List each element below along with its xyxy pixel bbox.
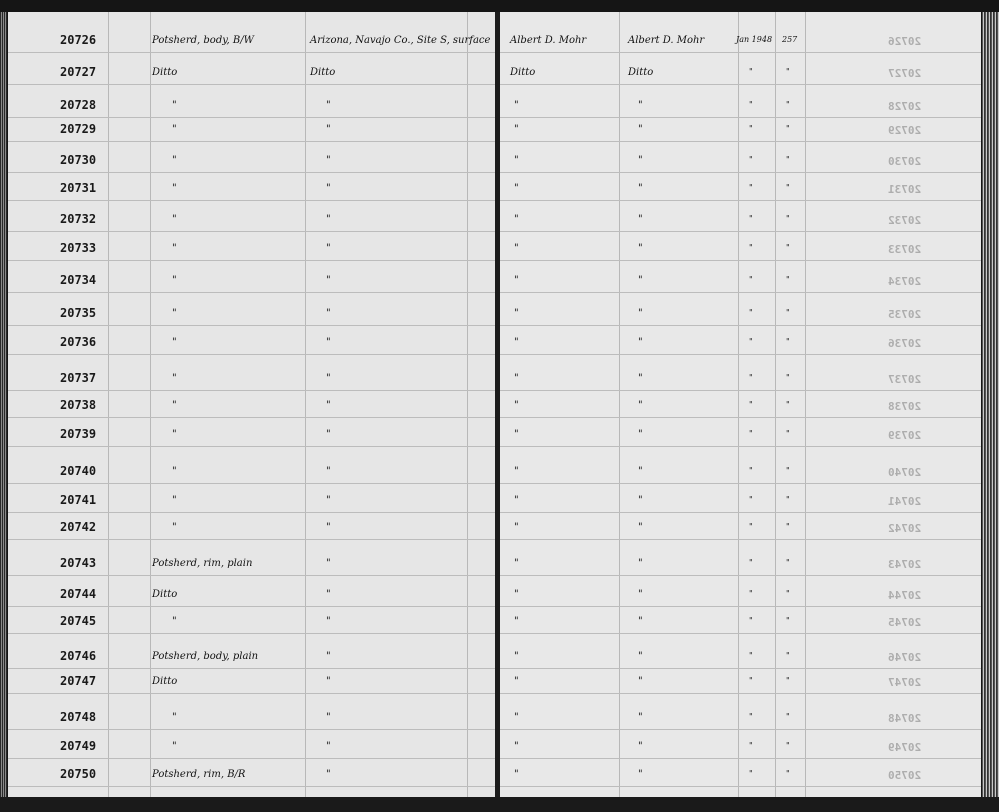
donor: " bbox=[638, 124, 643, 135]
bleed-through-number: 20742 bbox=[888, 522, 922, 535]
object-description: " bbox=[172, 712, 177, 723]
bleed-through-number: 20747 bbox=[888, 676, 922, 689]
bleed-through-number: 20746 bbox=[888, 651, 922, 664]
row-rule bbox=[500, 260, 981, 261]
catalog-number: 20741 bbox=[60, 493, 97, 507]
locality: " bbox=[326, 495, 331, 506]
donor: " bbox=[638, 183, 643, 194]
entry-date: " bbox=[749, 589, 753, 598]
catalog-number: 20737 bbox=[60, 371, 97, 385]
entry-date: " bbox=[749, 214, 753, 223]
row-rule bbox=[8, 200, 496, 201]
accession-number: " bbox=[786, 214, 790, 223]
donor: " bbox=[638, 243, 643, 254]
column-rule bbox=[775, 12, 776, 799]
catalog-number: 20726 bbox=[60, 33, 97, 47]
bleed-through-number: 20744 bbox=[888, 589, 922, 602]
object-description: " bbox=[172, 337, 177, 348]
donor: " bbox=[638, 275, 643, 286]
donor: " bbox=[638, 429, 643, 440]
catalog-number: 20748 bbox=[60, 710, 97, 724]
catalog-number: 20728 bbox=[60, 98, 97, 112]
accession-number: " bbox=[786, 100, 790, 109]
entry-date: " bbox=[749, 558, 753, 567]
entry-date: " bbox=[749, 67, 753, 76]
accession-number: " bbox=[786, 67, 790, 76]
locality: " bbox=[326, 275, 331, 286]
donor: " bbox=[638, 466, 643, 477]
accession-number: " bbox=[786, 275, 790, 284]
object-description: " bbox=[172, 275, 177, 286]
accession-number: " bbox=[786, 429, 790, 438]
bleed-through-number: 20729 bbox=[888, 124, 922, 137]
object-description: " bbox=[172, 155, 177, 166]
entry-date: " bbox=[749, 373, 753, 382]
row-rule bbox=[8, 786, 496, 787]
row-rule bbox=[500, 200, 981, 201]
entry-date: " bbox=[749, 275, 753, 284]
donor: " bbox=[638, 308, 643, 319]
object-description: " bbox=[172, 466, 177, 477]
left-page-edge bbox=[0, 12, 7, 804]
row-rule bbox=[8, 575, 496, 576]
object-description: " bbox=[172, 429, 177, 440]
left-ledger-page bbox=[8, 12, 497, 799]
locality: " bbox=[326, 589, 331, 600]
collector: " bbox=[514, 155, 519, 166]
donor: " bbox=[638, 741, 643, 752]
object-description: " bbox=[172, 373, 177, 384]
locality: " bbox=[326, 400, 331, 411]
accession-number: " bbox=[786, 373, 790, 382]
object-description: Potsherd, rim, plain bbox=[152, 558, 253, 569]
locality: Ditto bbox=[310, 67, 336, 78]
accession-number: " bbox=[786, 616, 790, 625]
locality: Arizona, Navajo Co., Site S, surface bbox=[310, 35, 491, 46]
collector: " bbox=[514, 522, 519, 533]
entry-date: " bbox=[749, 769, 753, 778]
collector: " bbox=[514, 741, 519, 752]
bleed-through-number: 20737 bbox=[888, 373, 922, 386]
object-description: " bbox=[172, 495, 177, 506]
object-description: " bbox=[172, 616, 177, 627]
entry-date: " bbox=[749, 400, 753, 409]
bleed-through-number: 20735 bbox=[888, 308, 922, 321]
object-description: Potsherd, body, B/W bbox=[152, 35, 254, 46]
row-rule bbox=[8, 539, 496, 540]
entry-date: " bbox=[749, 712, 753, 721]
locality: " bbox=[326, 124, 331, 135]
catalog-number: 20745 bbox=[60, 614, 97, 628]
column-rule bbox=[305, 12, 306, 799]
entry-date: " bbox=[749, 429, 753, 438]
collector: " bbox=[514, 589, 519, 600]
row-rule bbox=[500, 172, 981, 173]
locality: " bbox=[326, 466, 331, 477]
collector: " bbox=[514, 495, 519, 506]
accession-number: " bbox=[786, 155, 790, 164]
entry-date: " bbox=[749, 124, 753, 133]
locality: " bbox=[326, 616, 331, 627]
column-rule bbox=[738, 12, 739, 799]
row-rule bbox=[8, 446, 496, 447]
donor: " bbox=[638, 100, 643, 111]
row-rule bbox=[500, 512, 981, 513]
bleed-through-number: 20730 bbox=[888, 155, 922, 168]
collector: " bbox=[514, 275, 519, 286]
accession-number: " bbox=[786, 522, 790, 531]
accession-number: " bbox=[786, 124, 790, 133]
locality: " bbox=[326, 337, 331, 348]
locality: " bbox=[326, 712, 331, 723]
row-rule bbox=[500, 231, 981, 232]
locality: " bbox=[326, 651, 331, 662]
bleed-through-number: 20728 bbox=[888, 100, 922, 113]
catalog-number: 20747 bbox=[60, 674, 97, 688]
bleed-through-number: 20748 bbox=[888, 712, 922, 725]
row-rule bbox=[500, 446, 981, 447]
object-description: " bbox=[172, 243, 177, 254]
row-rule bbox=[500, 575, 981, 576]
row-rule bbox=[8, 354, 496, 355]
catalog-number: 20736 bbox=[60, 335, 97, 349]
catalog-number: 20739 bbox=[60, 427, 97, 441]
row-rule bbox=[500, 786, 981, 787]
accession-number: " bbox=[786, 741, 790, 750]
bleed-through-number: 20731 bbox=[888, 183, 922, 196]
row-rule bbox=[8, 84, 496, 85]
accession-number: 257 bbox=[782, 35, 798, 44]
collector: " bbox=[514, 466, 519, 477]
object-description: Ditto bbox=[152, 589, 178, 600]
entry-date: " bbox=[749, 100, 753, 109]
catalog-number: 20733 bbox=[60, 241, 97, 255]
locality: " bbox=[326, 100, 331, 111]
row-rule bbox=[8, 512, 496, 513]
entry-date: " bbox=[749, 741, 753, 750]
entry-date: " bbox=[749, 651, 753, 660]
locality: " bbox=[326, 769, 331, 780]
donor: " bbox=[638, 522, 643, 533]
collector: " bbox=[514, 400, 519, 411]
donor: " bbox=[638, 769, 643, 780]
object-description: Ditto bbox=[152, 676, 178, 687]
bottom-edge bbox=[0, 797, 999, 812]
entry-date: " bbox=[749, 243, 753, 252]
right-ledger-page bbox=[500, 12, 981, 799]
bleed-through-number: 20727 bbox=[888, 67, 922, 80]
bleed-through-number: 20741 bbox=[888, 495, 922, 508]
catalog-number: 20746 bbox=[60, 649, 97, 663]
entry-date: Jan 1948 bbox=[736, 35, 773, 44]
collector: " bbox=[514, 124, 519, 135]
bleed-through-number: 20726 bbox=[888, 35, 922, 48]
accession-number: " bbox=[786, 769, 790, 778]
catalog-number: 20735 bbox=[60, 306, 97, 320]
row-rule bbox=[8, 417, 496, 418]
catalog-number: 20740 bbox=[60, 464, 97, 478]
bleed-through-number: 20739 bbox=[888, 429, 922, 442]
object-description: " bbox=[172, 124, 177, 135]
row-rule bbox=[8, 729, 496, 730]
accession-number: " bbox=[786, 183, 790, 192]
row-rule bbox=[500, 606, 981, 607]
catalog-number: 20731 bbox=[60, 181, 97, 195]
row-rule bbox=[8, 172, 496, 173]
donor: " bbox=[638, 676, 643, 687]
accession-number: " bbox=[786, 495, 790, 504]
column-rule bbox=[150, 12, 151, 799]
donor: " bbox=[638, 337, 643, 348]
row-rule bbox=[8, 260, 496, 261]
accession-number: " bbox=[786, 400, 790, 409]
collector: " bbox=[514, 308, 519, 319]
catalog-number: 20744 bbox=[60, 587, 97, 601]
donor: " bbox=[638, 558, 643, 569]
accession-number: " bbox=[786, 676, 790, 685]
locality: " bbox=[326, 741, 331, 752]
row-rule bbox=[8, 668, 496, 669]
catalog-number: 20743 bbox=[60, 556, 97, 570]
bleed-through-number: 20749 bbox=[888, 741, 922, 754]
catalog-number: 20742 bbox=[60, 520, 97, 534]
locality: " bbox=[326, 214, 331, 225]
collector: " bbox=[514, 373, 519, 384]
row-rule bbox=[8, 606, 496, 607]
donor: " bbox=[638, 495, 643, 506]
collector: Ditto bbox=[510, 67, 536, 78]
collector: " bbox=[514, 214, 519, 225]
collector: " bbox=[514, 337, 519, 348]
row-rule bbox=[500, 354, 981, 355]
row-rule bbox=[500, 483, 981, 484]
row-rule bbox=[8, 390, 496, 391]
catalog-number: 20727 bbox=[60, 65, 97, 79]
accession-number: " bbox=[786, 466, 790, 475]
object-description: " bbox=[172, 214, 177, 225]
row-rule bbox=[8, 117, 496, 118]
bleed-through-number: 20733 bbox=[888, 243, 922, 256]
row-rule bbox=[500, 729, 981, 730]
column-rule bbox=[805, 12, 806, 799]
row-rule bbox=[8, 633, 496, 634]
collector: " bbox=[514, 651, 519, 662]
column-rule bbox=[467, 12, 468, 799]
entry-date: " bbox=[749, 183, 753, 192]
locality: " bbox=[326, 429, 331, 440]
accession-number: " bbox=[786, 651, 790, 660]
entry-date: " bbox=[749, 495, 753, 504]
locality: " bbox=[326, 558, 331, 569]
entry-date: " bbox=[749, 616, 753, 625]
row-rule bbox=[500, 141, 981, 142]
donor: " bbox=[638, 616, 643, 627]
bleed-through-number: 20750 bbox=[888, 769, 922, 782]
catalog-number: 20732 bbox=[60, 212, 97, 226]
collector: Albert D. Mohr bbox=[510, 35, 587, 46]
row-rule bbox=[8, 758, 496, 759]
locality: " bbox=[326, 522, 331, 533]
object-description: Potsherd, rim, B/R bbox=[152, 769, 246, 780]
entry-date: " bbox=[749, 308, 753, 317]
right-page-edge bbox=[982, 12, 999, 804]
bleed-through-number: 20734 bbox=[888, 275, 922, 288]
column-rule bbox=[108, 12, 109, 799]
row-rule bbox=[500, 325, 981, 326]
collector: " bbox=[514, 769, 519, 780]
accession-number: " bbox=[786, 243, 790, 252]
entry-date: " bbox=[749, 155, 753, 164]
locality: " bbox=[326, 373, 331, 384]
row-rule bbox=[500, 417, 981, 418]
object-description: " bbox=[172, 741, 177, 752]
donor: " bbox=[638, 400, 643, 411]
donor: " bbox=[638, 214, 643, 225]
row-rule bbox=[8, 141, 496, 142]
donor: " bbox=[638, 651, 643, 662]
donor: Albert D. Mohr bbox=[628, 35, 705, 46]
row-rule bbox=[8, 292, 496, 293]
row-rule bbox=[500, 539, 981, 540]
accession-number: " bbox=[786, 589, 790, 598]
donor: " bbox=[638, 589, 643, 600]
catalog-number: 20730 bbox=[60, 153, 97, 167]
entry-date: " bbox=[749, 466, 753, 475]
donor: " bbox=[638, 373, 643, 384]
locality: " bbox=[326, 243, 331, 254]
column-rule bbox=[619, 12, 620, 799]
object-description: Ditto bbox=[152, 67, 178, 78]
locality: " bbox=[326, 183, 331, 194]
row-rule bbox=[8, 483, 496, 484]
entry-date: " bbox=[749, 522, 753, 531]
locality: " bbox=[326, 676, 331, 687]
collector: " bbox=[514, 558, 519, 569]
row-rule bbox=[500, 633, 981, 634]
catalog-number: 20734 bbox=[60, 273, 97, 287]
collector: " bbox=[514, 243, 519, 254]
row-rule bbox=[500, 292, 981, 293]
row-rule bbox=[500, 117, 981, 118]
bleed-through-number: 20736 bbox=[888, 337, 922, 350]
object-description: Potsherd, body, plain bbox=[152, 651, 259, 662]
row-rule bbox=[500, 758, 981, 759]
donor: " bbox=[638, 155, 643, 166]
accession-number: " bbox=[786, 558, 790, 567]
object-description: " bbox=[172, 400, 177, 411]
catalog-number: 20729 bbox=[60, 122, 97, 136]
donor: " bbox=[638, 712, 643, 723]
bleed-through-number: 20745 bbox=[888, 616, 922, 629]
collector: " bbox=[514, 100, 519, 111]
catalog-number: 20738 bbox=[60, 398, 97, 412]
object-description: " bbox=[172, 183, 177, 194]
row-rule bbox=[8, 231, 496, 232]
accession-number: " bbox=[786, 712, 790, 721]
object-description: " bbox=[172, 100, 177, 111]
accession-number: " bbox=[786, 308, 790, 317]
collector: " bbox=[514, 712, 519, 723]
bleed-through-number: 20740 bbox=[888, 466, 922, 479]
locality: " bbox=[326, 155, 331, 166]
row-rule bbox=[8, 325, 496, 326]
row-rule bbox=[500, 668, 981, 669]
locality: " bbox=[326, 308, 331, 319]
row-rule bbox=[500, 84, 981, 85]
donor: Ditto bbox=[628, 67, 654, 78]
row-rule bbox=[500, 693, 981, 694]
row-rule bbox=[500, 390, 981, 391]
catalog-number: 20750 bbox=[60, 767, 97, 781]
entry-date: " bbox=[749, 337, 753, 346]
row-rule bbox=[8, 693, 496, 694]
collector: " bbox=[514, 616, 519, 627]
row-rule bbox=[8, 52, 496, 53]
row-rule bbox=[500, 52, 981, 53]
collector: " bbox=[514, 676, 519, 687]
object-description: " bbox=[172, 522, 177, 533]
bleed-through-number: 20738 bbox=[888, 400, 922, 413]
catalog-number: 20749 bbox=[60, 739, 97, 753]
bleed-through-number: 20732 bbox=[888, 214, 922, 227]
accession-number: " bbox=[786, 337, 790, 346]
collector: " bbox=[514, 183, 519, 194]
object-description: " bbox=[172, 308, 177, 319]
entry-date: " bbox=[749, 676, 753, 685]
collector: " bbox=[514, 429, 519, 440]
bleed-through-number: 20743 bbox=[888, 558, 922, 571]
